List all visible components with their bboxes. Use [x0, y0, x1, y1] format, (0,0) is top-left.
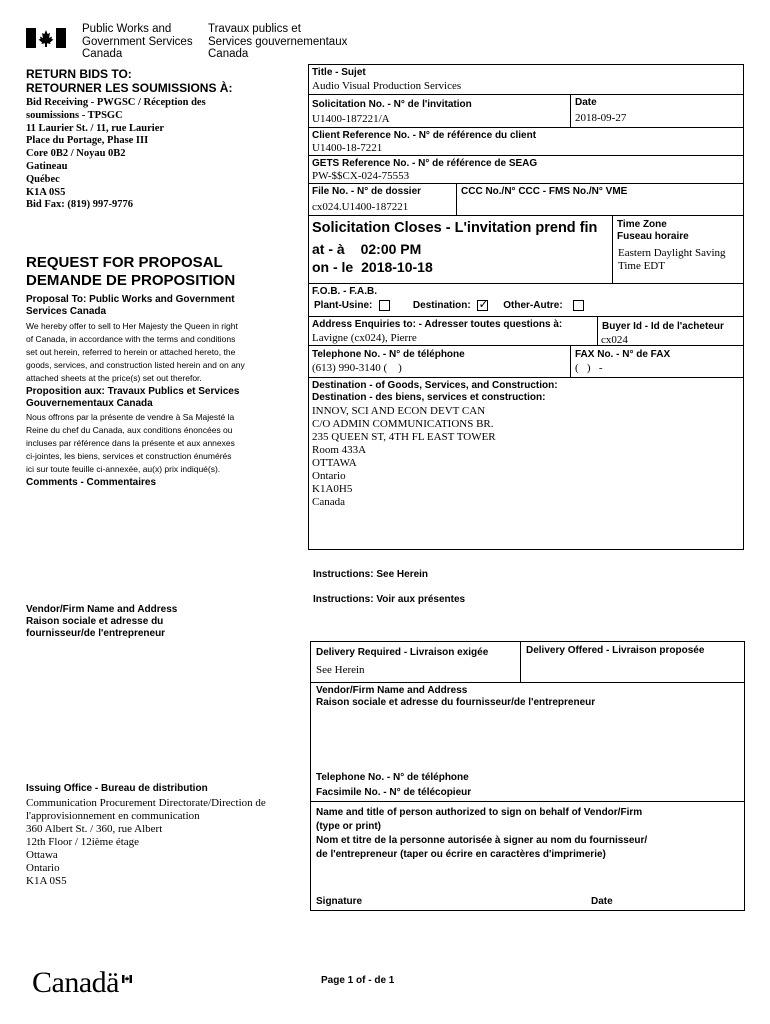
buyer-id-value: cx024 [601, 334, 628, 346]
destination-label: Destination: [412, 300, 471, 312]
closing-date-row [312, 259, 433, 276]
delivery-required-label: Delivery Required - Livraison exigée [316, 647, 489, 658]
client-reference-label: Client Reference No. - N° de référence du client [312, 130, 537, 141]
destination-checkbox[interactable] [477, 297, 489, 311]
date-label: Date [575, 97, 597, 108]
delivery-required-value: See Herein [316, 664, 365, 676]
telephone-label: Telephone No. - N° de téléphone [312, 349, 465, 360]
at-label: at - à [312, 241, 345, 257]
issuing-office-label: Issuing Office - Bureau de distribution [26, 783, 208, 794]
delivery-offered-label: Delivery Offered - Livraison proposée [526, 645, 705, 656]
checkmark-icon: ✓ [478, 297, 489, 311]
gets-reference-label: GETS Reference No. - N° de référence de SEAG [312, 158, 538, 169]
vendor-name-address-label: Vendor/Firm Name and Address Raison sociale et adresse du fournisseur/de l'entrepreneur [26, 604, 178, 639]
other-checkbox[interactable] [573, 300, 584, 311]
solicitation-number-label: Solicitation No. - N° de l'invitation [312, 99, 472, 110]
closing-time-row [312, 241, 421, 258]
time-zone-label: Time Zone Fuseau horaire [617, 219, 689, 242]
instructions-en: Instructions: See Herein [313, 569, 429, 580]
date-value: 2018-09-27 [575, 112, 627, 124]
plant-label: Plant-Usine: [314, 300, 373, 312]
title-value: Audio Visual Production Services [312, 80, 462, 92]
title-label: Title - Sujet [312, 67, 366, 78]
issuing-office-address: Communication Procurement Directorate/Direction de l'approvisionnement en communication 360 Albert St. / 360, rue Albert 12th Floor / 12ième étage Ottawa Ontario K1A 0S5 [26, 797, 266, 887]
solicitation-number-value: U1400-187221/A [312, 113, 390, 125]
address-enquiries-label: Address Enquiries to: - Adresser toutes questions à: [312, 319, 563, 330]
file-number-value: cx024.U1400-187221 [312, 201, 409, 213]
file-number-label: File No. - N° de dossier [312, 186, 422, 197]
proposal-to-label: Proposal To: Public Works and Government Services Canada [26, 294, 235, 317]
closing-time-value: 02:00 PM [360, 241, 422, 257]
other-label: Other-Autre: [503, 300, 563, 312]
vendor-telephone-label: Telephone No. - N° de téléphone [316, 772, 469, 783]
proposition-text: Nous offrons par la présente de vendre à Sa Majesté la Reine du chef du Canada, aux conditions énoncées ou incluses par référence dans la présente et aux annexes ci-jointes, les biens, services et construction énumérés ici sur toute feuille ci-annexée, au(x) prix indiqué(s). [26, 412, 235, 474]
signature-date-label: Date [591, 896, 613, 907]
government-flag-symbol [26, 28, 66, 48]
fob-label: F.O.B. - F.A.B. [312, 286, 377, 297]
fob-options [314, 297, 584, 312]
canada-wordmark: Canadä [32, 966, 119, 999]
fax-value: ( ) - [575, 362, 603, 374]
address-enquiries-value: Lavigne (cx024), Pierre [312, 332, 417, 344]
department-name-en: Public Works and Government Services Canada [82, 23, 193, 60]
on-label: on - le [312, 259, 354, 275]
department-name-fr: Travaux publics et Services gouvernementaux Canada [208, 23, 348, 60]
vendor-firm-label: Vendor/Firm Name and Address Raison sociale et adresse du fournisseur/de l'entrepreneur [316, 685, 596, 708]
destination-address: INNOV, SCI AND ECON DEVT CAN C/O ADMIN COMMUNICATIONS BR. 235 QUEEN ST, 4TH FL EAST TOWER Room 433A OTTAWA Ontario K1A0H5 Canada [312, 405, 496, 508]
proposal-to-text: We hereby offer to sell to Her Majesty the Queen in right of Canada, in accordance with the terms and conditions set out herein, referred to herein or attached hereto, the goods, services, and construction listed herein and on any attached sheets at the price(s) set out therefor. [26, 321, 245, 383]
time-zone-value: Eastern Daylight Saving Time EDT [618, 247, 726, 272]
telephone-value: (613) 990-3140 ( ) [312, 362, 402, 374]
signature-label: Signature [316, 896, 363, 907]
ccc-number-label: CCC No./N° CCC - FMS No./N° VME [461, 186, 628, 197]
return-bids-address: Bid Receiving - PWGSC / Réception des soumissions - TPSGC 11 Laurier St. / 11, rue Laurier Place du Portage, Phase III Core 0B2 / Noyau 0B2 Gatineau Québec K1A 0S5 Bid Fax: (819) 997-9776 [26, 97, 206, 211]
flag-wordmark-icon [122, 970, 132, 978]
fax-label: FAX No. - N° de FAX [575, 349, 671, 360]
vendor-facsimile-label: Facsimile No. - N° de télécopieur [316, 787, 472, 798]
closing-date-value: 2018-10-18 [361, 259, 433, 275]
solicitation-closes-title: Solicitation Closes - L'invitation prend fin [312, 220, 598, 236]
authorized-signer-label: Name and title of person authorized to sign on behalf of Vendor/Firm (type or print) Nom et titre de la personne autorisée à signer au nom du fournisseur/ de l'entrepreneur (taper ou écrire en caractères d'imprimerie) [316, 807, 648, 860]
destination-goods-label: Destination - of Goods, Services, and Construction: Destination - des biens, services et construction: [312, 380, 558, 403]
gets-reference-value: PW-$$CX-024-75553 [312, 170, 410, 182]
page-number: Page 1 of - de 1 [321, 975, 395, 986]
buyer-id-label: Buyer Id - Id de l'acheteur [602, 321, 724, 332]
rfp-title: REQUEST FOR PROPOSAL DEMANDE DE PROPOSITION [26, 254, 236, 289]
return-bids-title: RETURN BIDS TO: RETOURNER LES SOUMISSIONS À: [26, 67, 233, 95]
client-reference-value: U1400-18-7221 [312, 142, 383, 154]
instructions-fr: Instructions: Voir aux présentes [313, 594, 466, 605]
comments-label: Comments - Commentaires [26, 477, 157, 488]
plant-checkbox[interactable] [379, 300, 390, 311]
proposition-label: Proposition aux: Travaux Publics et Services Gouvernementaux Canada [26, 386, 240, 409]
